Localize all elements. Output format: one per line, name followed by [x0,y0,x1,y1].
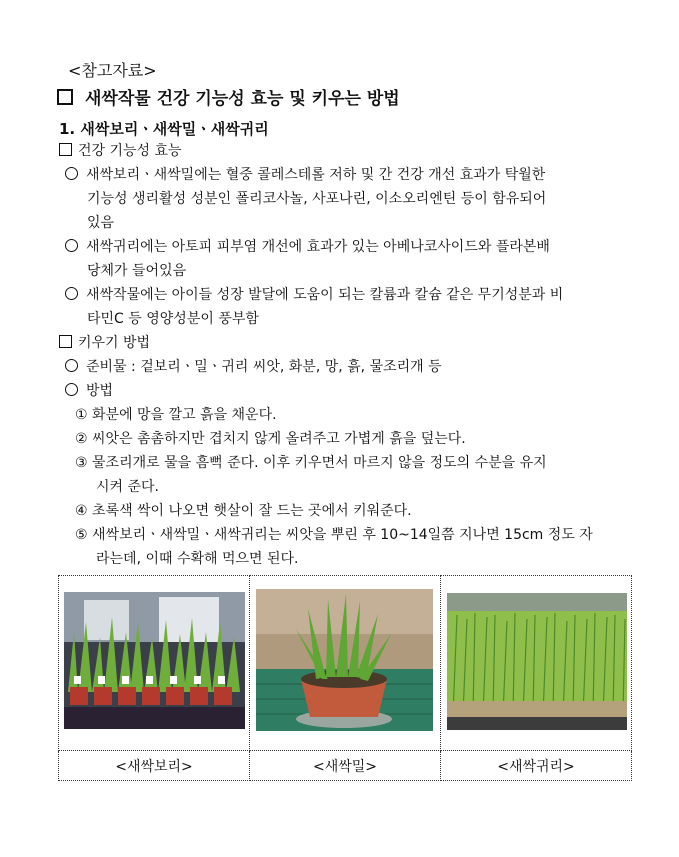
photo-cell-oat [441,576,632,751]
photo-cell-wheat [250,576,441,751]
subheading-growing [59,334,150,352]
step-number: ③ [75,455,88,471]
section-heading: 1. 새싹보리ㆍ새싹밀ㆍ새싹귀리 [59,120,269,138]
circle-bullet-icon [65,287,78,300]
health-item-1-line-1: 새싹보리ㆍ새싹밀에는 혈중 콜레스테롤 저하 및 간 건강 개선 효과가 탁월한 [86,167,546,183]
step-number: ② [75,431,88,447]
subheading-health [59,142,182,160]
step-text: 새싹보리ㆍ새싹밀ㆍ새싹귀리는 씨앗을 뿌린 후 10~14일쯤 지나면 15cm 정도 자 [92,527,593,543]
main-title-text: 새싹작물 건강 기능성 효능 및 키우는 방법 [85,89,400,109]
photo-cell-barley [59,576,250,751]
step-text: 씨앗은 촘촘하지만 겹치지 않게 올려주고 가볍게 흙을 덮는다. [92,431,466,447]
step-5-line-2: 라는데, 이때 수확해 먹으면 된다. [96,551,299,567]
step-4 [75,502,412,520]
health-item-3 [65,286,563,304]
oat-sprouts-photo [447,593,627,730]
circle-bullet-icon [65,359,78,372]
step-1 [75,406,277,424]
square-bullet-icon [59,143,72,156]
step-text: 화분에 망을 깔고 흙을 채운다. [92,407,277,423]
circle-bullet-icon [65,167,78,180]
health-item-2 [65,238,550,256]
barley-sprouts-photo [64,592,245,729]
health-item-3-line-2: 타민C 등 영양성분이 풍부함 [87,311,259,327]
step-3 [75,454,547,472]
caption-row [59,751,632,781]
square-bullet-icon [59,335,72,348]
checkbox-square-icon [57,89,73,105]
reference-title: <참고자료> [68,61,157,80]
step-2 [75,430,466,448]
health-item-1 [65,166,545,184]
circle-bullet-icon [65,239,78,252]
materials-item [65,358,442,376]
caption-wheat: <새싹밀> [250,751,441,781]
caption-oat: <새싹귀리> [441,751,632,781]
photo-row [59,576,632,751]
health-item-2-line-1: 새싹귀리에는 아토피 피부염 개선에 효과가 있는 아베나코사이드와 플라본배 [86,239,550,255]
step-number: ④ [75,503,88,519]
circle-bullet-icon [65,383,78,396]
step-3-line-2: 시켜 준다. [96,479,159,495]
health-item-2-line-2: 당체가 들어있음 [87,263,187,279]
materials-text: 준비물 : 겉보리ㆍ밀ㆍ귀리 씨앗, 화분, 망, 흙, 물조리개 등 [86,359,442,375]
step-5 [75,526,593,544]
wheat-sprouts-photo [256,589,433,731]
subheading-health-text: 건강 기능성 효능 [78,143,182,159]
photo-table [58,575,632,781]
method-label: 방법 [86,383,114,399]
method-item [65,382,113,400]
step-number: ① [75,407,88,423]
health-item-1-line-2: 기능성 생리활성 성분인 폴리코사놀, 사포나린, 이소오리엔틴 등이 함유되어 [87,191,547,207]
subheading-growing-text: 키우기 방법 [78,335,151,351]
step-number: ⑤ [75,527,88,543]
caption-barley: <새싹보리> [59,751,250,781]
main-title [57,89,400,108]
health-item-3-line-1: 새싹작물에는 아이들 성장 발달에 도움이 되는 칼륨과 칼슘 같은 무기성분과 비 [86,287,564,303]
step-text: 물조리개로 물을 흠뻑 준다. 이후 키우면서 마르지 않을 정도의 수분을 유지 [92,455,547,471]
health-item-1-line-3: 있음 [87,215,115,231]
step-text: 초록색 싹이 나오면 햇살이 잘 드는 곳에서 키워준다. [92,503,412,519]
